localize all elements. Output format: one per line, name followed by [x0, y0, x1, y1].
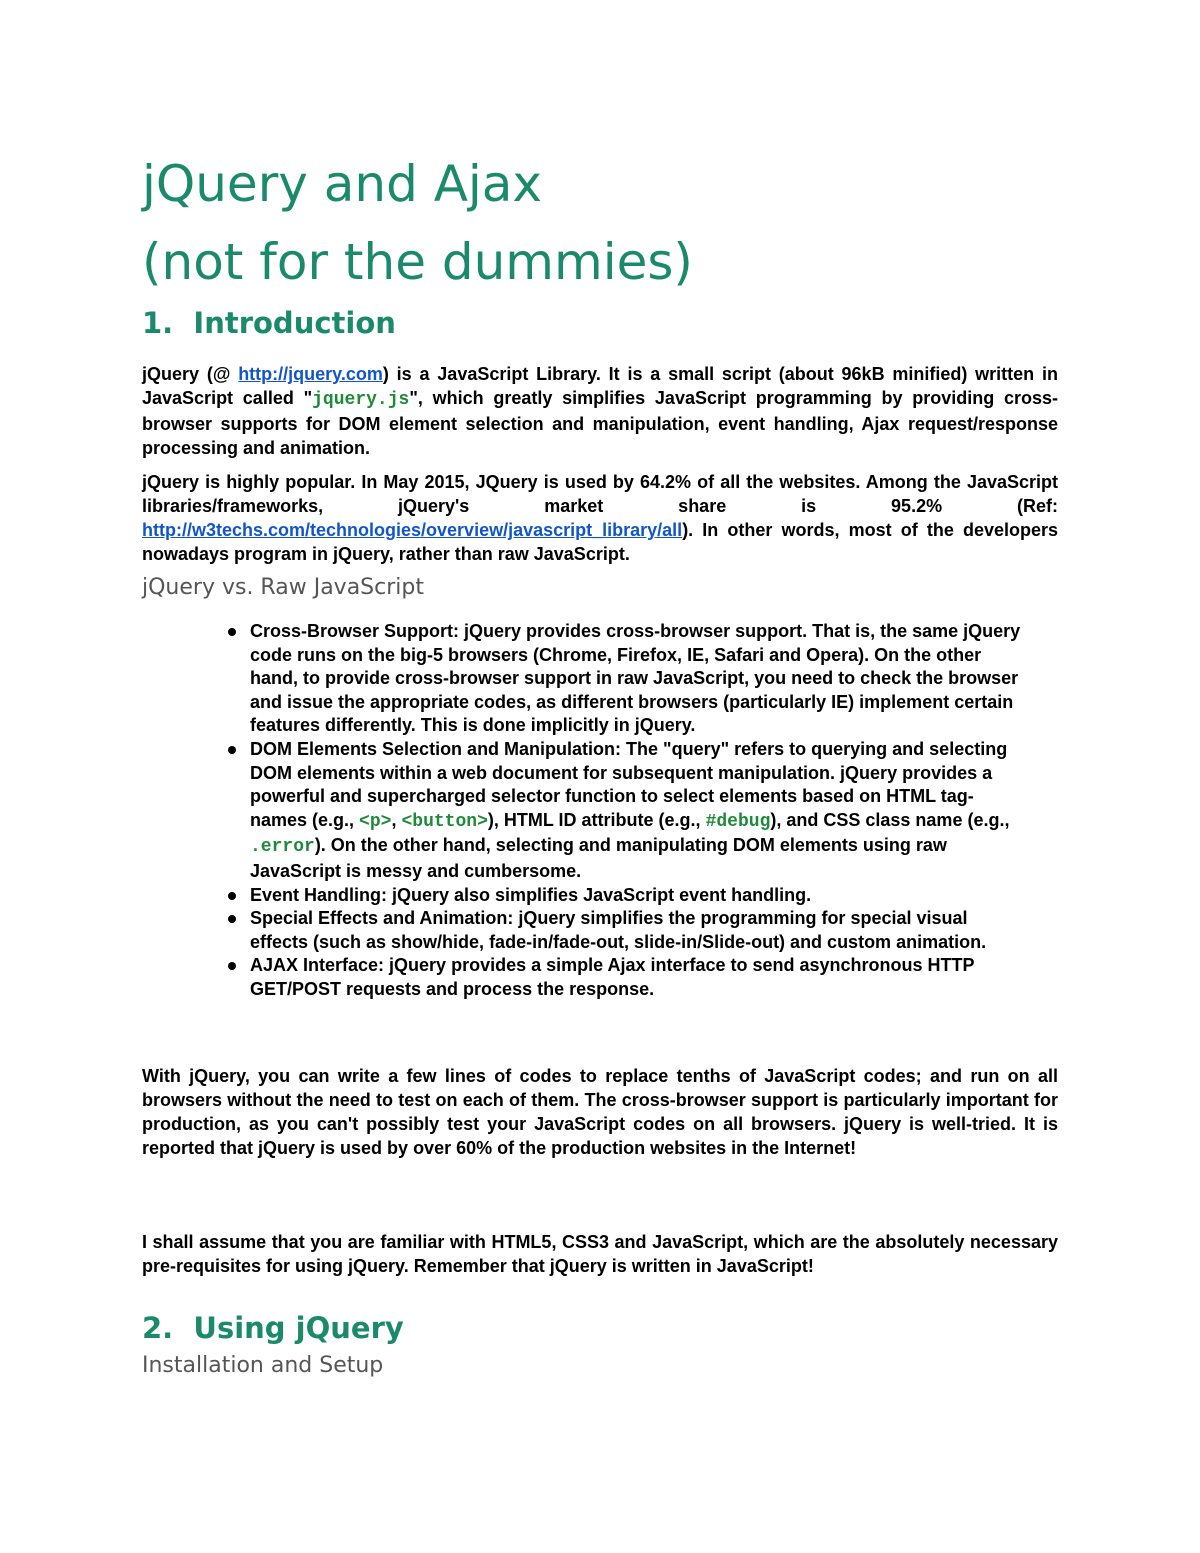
bullet-dot-icon: [228, 962, 236, 970]
paragraph-assumptions: I shall assume that you are familiar with HTML5, CSS3 and JavaScript, which are the absolutely necessary pre-requisites for using jQuery. Remember that jQuery is written in JavaScript!: [142, 1232, 1058, 1276]
title-line-1: jQuery and Ajax: [142, 155, 543, 213]
bullet-ajax-interface: [228, 954, 1028, 1001]
bullet-ajax-text: AJAX Interface: jQuery provides a simple Ajax interface to send asynchronous HTTP GET/POST requests and process the response.: [250, 955, 975, 999]
title-line-2: (not for the dummies): [142, 233, 693, 291]
w3techs-link[interactable]: http://w3techs.com/technologies/overview/javascript_library/all: [142, 520, 683, 540]
bullet-dot-icon: [228, 915, 236, 923]
intro-p2-text-b: ). In other words, most of the developers nowadays program in jQuery, rather than raw JavaScript.: [142, 520, 1058, 564]
code-button-tag: <button>: [401, 811, 488, 832]
bullet-dom-text-a: DOM Elements Selection and Manipulation: The "query" refers to querying and selecting DOM elements within a web document for subsequent manipulation. jQuery provides a powerful and supercharged selector function to select elements based on HTML tag-names (e.g.,: [250, 738, 1008, 830]
subheading-jquery-vs-raw: jQuery vs. Raw JavaScript: [142, 575, 424, 600]
section-2-number: 2.: [142, 1311, 174, 1345]
bullet-dom-text-c: ), and CSS class name (e.g.,: [770, 809, 1010, 830]
document-subtitle: [142, 234, 693, 290]
bullet-dom-text-b: ), HTML ID attribute (e.g.,: [487, 809, 706, 830]
paragraph-with-jquery: With jQuery, you can write a few lines of codes to replace tenths of JavaScript codes; and run on all browsers without the need to test on each of them. The cross-browser support is particularly important for production, as you can't possibly test your JavaScript codes on all browsers. jQuery is well-tried. It is reported that jQuery is used by over 60% of the production websites in the Internet!: [142, 1066, 1058, 1158]
bullet-dom-sep: ,: [391, 809, 402, 830]
intro-paragraph-1: [142, 362, 1058, 460]
bullet-event-text: Event Handling: jQuery also simplifies JavaScript event handling.: [250, 884, 812, 905]
bullet-effects-text: Special Effects and Animation: jQuery simplifies the programming for special visual effects (such as show/hide, fade-in/fade-out, slide-in/Slide-out) and custom animation.: [250, 908, 987, 952]
intro-p1-text-c: ", which greatly simplifies JavaScript programming by providing cross-browser supports for DOM element selection and manipulation, event handling, Ajax request/response processing and animation.: [142, 388, 1058, 458]
jquery-js-code: jquery.js: [312, 390, 410, 410]
bullet-cross-browser-text: Cross-Browser Support: jQuery provides cross-browser support. That is, the same jQuery code runs on the big-5 browsers (Chrome, Firefox, IE, Safari and Opera). On the other hand, to provide cross-browser support in raw JavaScript, you need to check the browser and issue the appropriate codes, as different browsers (particularly IE) implement certain features differently. This is done implicitly in jQuery.: [250, 621, 1021, 736]
subheading-installation: Installation and Setup: [142, 1353, 384, 1378]
intro-p1-text-b: ) is a JavaScript Library. It is a small script (about 96kB minified) written in JavaScript called ": [142, 364, 1058, 408]
bullet-dot-icon: [228, 628, 236, 636]
bullet-dom-text-d: ). On the other hand, selecting and manipulating DOM elements using raw JavaScript is messy and cumbersome.: [250, 835, 947, 881]
section-1-heading: [142, 306, 396, 340]
intro-paragraph-2: [142, 470, 1058, 566]
feature-bullet-list: [228, 620, 1028, 1002]
code-error-class: .error: [250, 837, 315, 858]
code-p-tag: <p>: [359, 811, 392, 832]
bullet-dom-selection: [228, 738, 1028, 884]
section-2-heading: [142, 1311, 404, 1345]
bullet-special-effects: [228, 907, 1028, 954]
document-page: [142, 0, 1058, 1553]
document-title: [142, 156, 542, 212]
bullet-event-handling: [228, 884, 1028, 908]
bullet-dot-icon: [228, 746, 236, 754]
section-2-title: Using jQuery: [193, 1311, 404, 1345]
section-1-title: Introduction: [193, 306, 396, 340]
section-1-number: 1.: [142, 306, 174, 340]
intro-p2-text-a: jQuery is highly popular. In May 2015, JQuery is used by 64.2% of all the websites. Among the JavaScript libraries/frameworks, jQuery's market share is 95.2% (Ref:: [142, 472, 1058, 516]
bullet-dot-icon: [228, 892, 236, 900]
jquery-link[interactable]: http://jquery.com: [238, 364, 383, 384]
bullet-cross-browser: [228, 620, 1028, 738]
intro-p1-text-a: jQuery (@: [142, 364, 239, 384]
code-debug-id: #debug: [705, 811, 771, 832]
